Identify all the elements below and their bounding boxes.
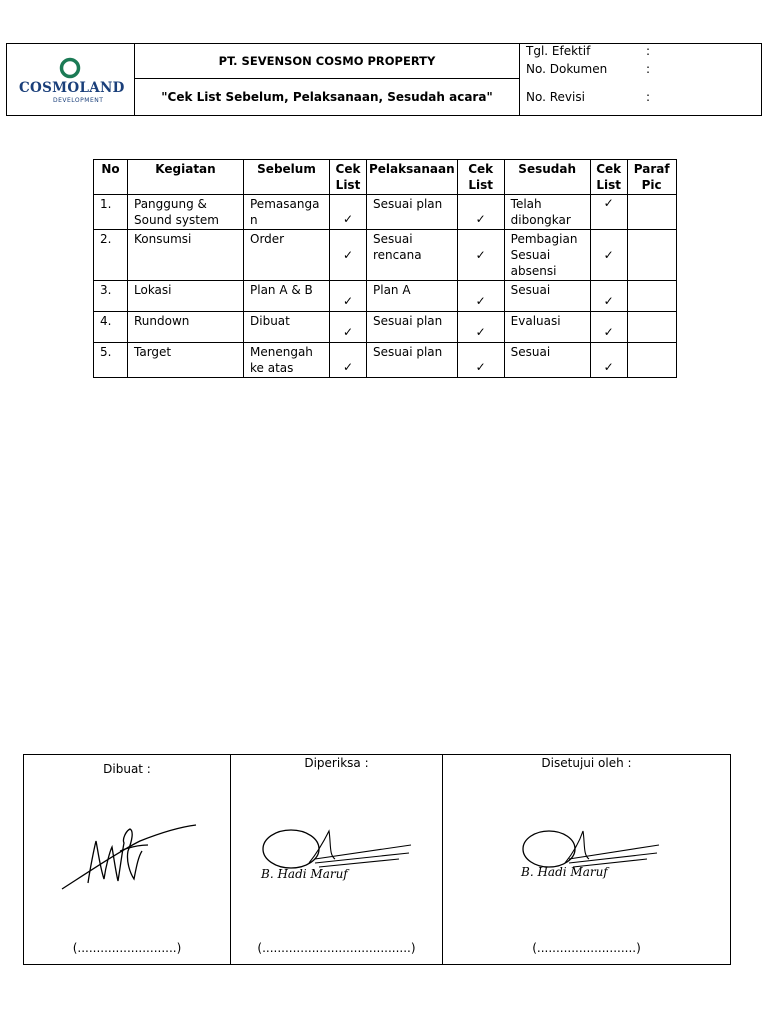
logo-brand-text: COSMOLAND xyxy=(19,80,125,96)
cell-check-sebelum xyxy=(330,195,367,230)
table-row xyxy=(94,230,677,281)
meta-colon: : xyxy=(646,44,651,58)
check-mark-icon: ✓ xyxy=(603,248,614,262)
meta-colon: : xyxy=(646,62,651,76)
logo-sub-text: DEVELOPMENT xyxy=(53,97,104,104)
meta-label: Tgl. Efektif xyxy=(526,44,591,58)
check-mark-icon: ✓ xyxy=(342,248,354,262)
check-mark-icon: ✓ xyxy=(603,325,614,339)
check-mark-icon: ✓ xyxy=(475,360,486,374)
cell-check-sesudah xyxy=(590,312,627,343)
cell-kegiatan: Target xyxy=(128,343,244,378)
table-row xyxy=(94,312,677,343)
cell-kegiatan: Lokasi xyxy=(128,281,244,312)
signature-label-diperiksa: Diperiksa : xyxy=(304,756,369,770)
header-kegiatan: Kegiatan xyxy=(128,160,244,195)
cell-kegiatan: Konsumsi xyxy=(128,230,244,281)
cell-pelaksanaan: Sesuai rencana xyxy=(367,230,458,281)
check-mark-icon: ✓ xyxy=(475,325,486,339)
header-paraf-pic: Paraf Pic xyxy=(627,160,676,195)
check-mark-icon: ✓ xyxy=(475,248,486,262)
table-row xyxy=(94,195,677,230)
cell-no: 4. xyxy=(94,312,128,343)
cosmoland-logo-icon xyxy=(59,57,81,79)
cell-check-pelaksanaan xyxy=(457,312,504,343)
cell-sebelum: Plan A & B xyxy=(244,281,330,312)
meta-effective-date xyxy=(526,44,650,58)
cell-sesudah: Sesuai xyxy=(504,281,590,312)
cell-check-sesudah xyxy=(590,195,627,230)
table-row xyxy=(94,343,677,378)
signature-label-dibuat: Dibuat : xyxy=(103,762,151,776)
meta-label: No. Dokumen xyxy=(526,62,608,76)
signature-table xyxy=(23,754,731,965)
check-mark-icon: ✓ xyxy=(603,294,614,308)
cell-check-sesudah xyxy=(590,281,627,312)
cell-paraf xyxy=(627,312,676,343)
signature-diperiksa-image xyxy=(259,823,419,893)
signature-cell-diperiksa xyxy=(231,755,443,964)
cell-kegiatan: Rundown xyxy=(128,312,244,343)
checklist-table xyxy=(93,159,677,378)
cell-sesudah: Telah dibongkar xyxy=(504,195,590,230)
cell-check-pelaksanaan xyxy=(457,195,504,230)
cell-check-sebelum xyxy=(330,312,367,343)
cell-sebelum: Dibuat xyxy=(244,312,330,343)
header-cek-list-3: Cek List xyxy=(590,160,627,195)
header-pelaksanaan: Pelaksanaan xyxy=(367,160,458,195)
document-header xyxy=(6,43,762,116)
header-no: No xyxy=(94,160,128,195)
document-title: "Cek List Sebelum, Pelaksanaan, Sesudah acara" xyxy=(135,79,520,115)
check-mark-icon: ✓ xyxy=(603,196,614,210)
check-mark-icon: ✓ xyxy=(475,212,486,226)
signature-diperiksa-text: B. Hadi Maruf xyxy=(261,867,348,881)
cell-sebelum: Pemasanga n xyxy=(244,195,330,230)
cell-no: 1. xyxy=(94,195,128,230)
check-mark-icon: ✓ xyxy=(475,294,486,308)
header-sesudah: Sesudah xyxy=(504,160,590,195)
cell-check-pelaksanaan xyxy=(457,343,504,378)
logo-cell xyxy=(7,44,135,115)
cell-paraf xyxy=(627,281,676,312)
cell-check-sebelum xyxy=(330,230,367,281)
cell-check-sesudah xyxy=(590,343,627,378)
check-mark-icon: ✓ xyxy=(342,212,354,226)
cell-sebelum: Order xyxy=(244,230,330,281)
cell-sebelum: Menengah ke atas xyxy=(244,343,330,378)
signature-disetujui-image xyxy=(519,827,669,891)
cell-pelaksanaan: Sesuai plan xyxy=(367,312,458,343)
signature-name-placeholder: (..........................) xyxy=(532,941,641,955)
document-meta xyxy=(520,44,761,115)
signature-name-placeholder: (.......................................) xyxy=(257,941,416,955)
signature-disetujui-text: B. Hadi Maruf xyxy=(521,865,608,879)
cell-paraf xyxy=(627,230,676,281)
header-cek-list-2: Cek List xyxy=(457,160,504,195)
meta-label: No. Revisi xyxy=(526,90,585,104)
cell-check-sebelum xyxy=(330,281,367,312)
signature-cell-disetujui xyxy=(443,755,730,964)
meta-revision-number xyxy=(526,90,650,104)
cell-no: 2. xyxy=(94,230,128,281)
meta-colon: : xyxy=(646,90,651,104)
table-row xyxy=(94,281,677,312)
cell-pelaksanaan: Sesuai plan xyxy=(367,343,458,378)
table-header-row xyxy=(94,160,677,195)
header-sebelum: Sebelum xyxy=(244,160,330,195)
cell-pelaksanaan: Plan A xyxy=(367,281,458,312)
check-mark-icon: ✓ xyxy=(342,360,354,374)
signature-name-placeholder: (..........................) xyxy=(72,941,182,955)
check-mark-icon: ✓ xyxy=(603,360,614,374)
cell-kegiatan: Panggung & Sound system xyxy=(128,195,244,230)
cell-no: 5. xyxy=(94,343,128,378)
cell-sesudah: Pembagian Sesuai absensi xyxy=(504,230,590,281)
cell-check-sebelum xyxy=(330,343,367,378)
cell-check-sesudah xyxy=(590,230,627,281)
header-cek-list-1: Cek List xyxy=(330,160,367,195)
signature-label-disetujui: Disetujui oleh : xyxy=(541,756,632,770)
meta-document-number xyxy=(526,62,650,76)
check-mark-icon: ✓ xyxy=(342,294,354,308)
cell-sesudah: Evaluasi xyxy=(504,312,590,343)
signature-dibuat-image xyxy=(60,821,200,893)
signature-cell-dibuat xyxy=(24,755,231,964)
cell-check-pelaksanaan xyxy=(457,281,504,312)
company-name: PT. SEVENSON COSMO PROPERTY xyxy=(135,44,520,79)
cell-paraf xyxy=(627,195,676,230)
cell-sesudah: Sesuai xyxy=(504,343,590,378)
cell-check-pelaksanaan xyxy=(457,230,504,281)
cell-no: 3. xyxy=(94,281,128,312)
cell-paraf xyxy=(627,343,676,378)
cell-pelaksanaan: Sesuai plan xyxy=(367,195,458,230)
check-mark-icon: ✓ xyxy=(342,325,354,339)
